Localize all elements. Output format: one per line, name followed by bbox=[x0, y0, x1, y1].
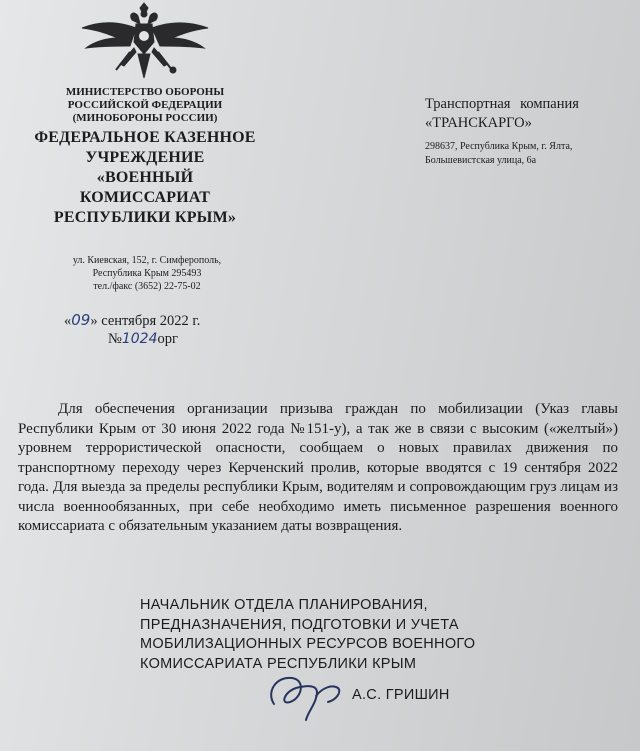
ministry-line: РОССИЙСКОЙ ФЕДЕРАЦИИ bbox=[67, 99, 223, 111]
address-line: ул. Киевская, 152, г. Симферополь, bbox=[72, 255, 222, 266]
institution-line: ФЕДЕРАЛЬНОЕ КАЗЕННОЕ bbox=[34, 129, 256, 146]
number-handwritten: 1024 bbox=[121, 331, 158, 347]
recipient-company-type: Транспортная компания bbox=[425, 96, 579, 112]
institution-line: «ВОЕННЫЙ bbox=[96, 169, 194, 186]
address-line: Большевистская улица, 6а bbox=[425, 155, 537, 166]
signer-title-line: ПРЕДНАЗНАЧЕНИЯ, ПОДГОТОВКИ И УЧЕТА bbox=[140, 616, 459, 633]
ministry-line: (МИНОБОРОНЫ РОССИИ) bbox=[72, 112, 218, 124]
ministry-line: МИНИСТЕРСТВО ОБОРОНЫ bbox=[65, 86, 225, 98]
handwritten-signature-icon bbox=[262, 662, 362, 722]
letter-number bbox=[108, 331, 178, 348]
institution-line: РЕСПУБЛИКИ КРЫМ» bbox=[53, 209, 237, 226]
address-line: 298637, Республика Крым, г. Ялта, bbox=[425, 141, 573, 152]
date-suffix: » сентября 2022 г. bbox=[90, 313, 201, 329]
signer-name: А.С. ГРИШИН bbox=[352, 687, 450, 703]
address-line: Республика Крым 295493 bbox=[92, 268, 202, 279]
sender-header bbox=[20, 86, 270, 228]
recipient-company-name: «ТРАНСКАРГО» bbox=[425, 115, 532, 131]
date-day-handwritten: 09 bbox=[71, 311, 91, 329]
signer-title-line: КОМИССАРИАТА РЕСПУБЛИКИ КРЫМ bbox=[140, 655, 417, 672]
recipient-address bbox=[425, 140, 625, 168]
number-suffix: орг bbox=[157, 331, 178, 347]
date-prefix: « bbox=[64, 313, 72, 329]
letter-body: Для обеспечения организации призыва граждан по мобилизации (Указ главы Республики Крым от 30 июня 2022 года №151-у), а так же в связи с высоким («желтый») уровнем террористической опасности, сообщаем о новых правилах движения по транспортному переходу через Керченский пролив, которые вводятся с 19 сентября 2022 года. Для выезда за пределы республики Крым, водителям и сопровождающим груз лицам из числа военнообязанных, при себе необходимо иметь письменное разрешения военного комиссариата с обязательным указанием даты возвращения. bbox=[18, 401, 618, 534]
sender-address bbox=[52, 254, 242, 293]
double-headed-eagle-emblem-icon bbox=[80, 2, 210, 84]
signer-title-line: МОБИЛИЗАЦИОННЫХ РЕСУРСОВ ВОЕННОГО bbox=[140, 636, 476, 652]
address-line: тел./факс (3652) 22-75-02 bbox=[93, 281, 201, 292]
number-prefix: № bbox=[108, 331, 122, 347]
institution-name bbox=[20, 128, 270, 228]
recipient-block bbox=[425, 96, 625, 168]
signer-title-line: НАЧАЛЬНИК ОТДЕЛА ПЛАНИРОВАНИЯ, bbox=[140, 597, 428, 613]
institution-line: КОМИССАРИАТ bbox=[79, 189, 211, 206]
letter-date bbox=[64, 311, 200, 330]
ministry-name bbox=[20, 86, 270, 125]
institution-line: УЧРЕЖДЕНИЕ bbox=[85, 149, 205, 166]
